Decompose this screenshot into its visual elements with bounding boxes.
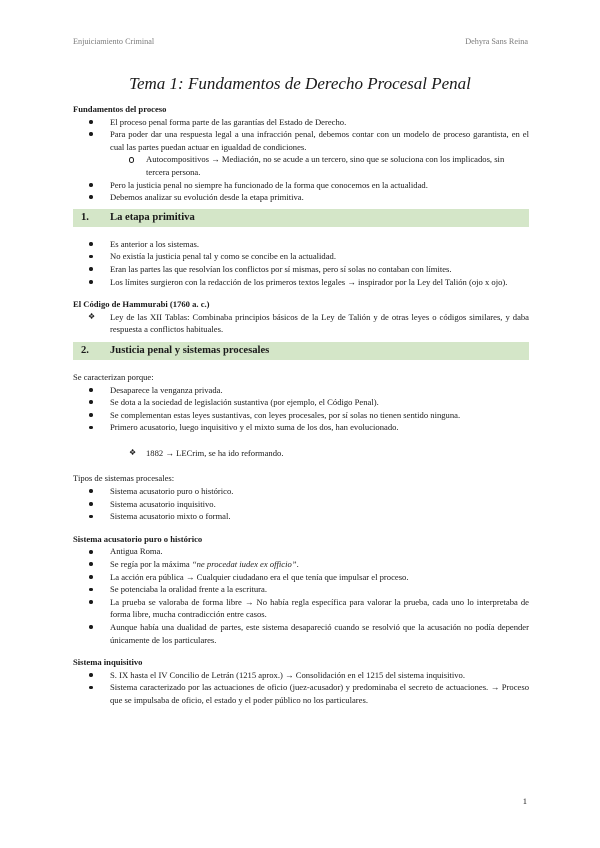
section-1-title: La etapa primitiva bbox=[110, 211, 195, 223]
maxim-quote: “ne procedat iudex ex officio” bbox=[191, 559, 297, 570]
list-item: ❖ Ley de las XII Tablas: Combinaba principios básicos de la Ley de Talión y de otras leyes o códigos similares, y daba respuesta a conflictos habituales. bbox=[73, 311, 529, 336]
document-body bbox=[73, 103, 529, 707]
list-item: Se dota a la sociedad de legislación sustantiva (por ejemplo, el Código Penal). bbox=[73, 396, 529, 409]
hammurabi-list bbox=[73, 311, 529, 336]
section-2-intro: Se caracterizan porque: bbox=[73, 371, 154, 382]
fundamentos-list bbox=[73, 116, 529, 154]
list-item: Autocompositivos → Mediación, no se acude a un tercero, sino que se soluciona con los implicados, sin tercera persona. bbox=[73, 153, 529, 178]
fundamentos-heading: Fundamentos del proceso bbox=[73, 104, 167, 114]
tipos-list bbox=[73, 485, 529, 523]
inquisitivo-list bbox=[73, 669, 529, 707]
maxim-suffix: . bbox=[296, 559, 299, 570]
list-item: Antigua Roma. bbox=[73, 545, 529, 558]
inquisitivo-heading: Sistema inquisitivo bbox=[73, 657, 143, 668]
section-2-number: 2. bbox=[81, 344, 89, 356]
list-item: Es anterior a los sistemas. bbox=[73, 238, 529, 251]
list-item: Primero acusatorio, luego inquisitivo y el mixto suma de los dos, han evolucionado. bbox=[73, 421, 529, 434]
section-1-heading bbox=[73, 209, 529, 227]
list-item bbox=[73, 558, 529, 571]
list-item: Pero la justicia penal no siempre ha funcionado de la forma que conocemos en la actualidad. bbox=[73, 179, 529, 192]
list-item: Sistema caracterizado por las actuaciones de oficio (juez-acusador) y predominaba el secreto de actuaciones. → Proceso que se impulsaba de oficio, el estado y el poder público no los particulares. bbox=[73, 681, 529, 706]
header-left: Enjuiciamiento Criminal bbox=[73, 37, 155, 46]
list-item: S. IX hasta el IV Concilio de Letrán (1215 aprox.) → Consolidación en el 1215 del sistema inquisitivo. bbox=[73, 669, 529, 682]
maxim-prefix: Se regía por la máxima bbox=[110, 559, 192, 570]
list-item: Eran las partes las que resolvían los conflictos por sí mismas, pero sí solas no contaban con límites. bbox=[73, 263, 529, 276]
list-item: Para poder dar una respuesta legal a una infracción penal, debemos contar con un modelo de proceso garantista, en el cual las partes puedan actuar en igualdad de condiciones. bbox=[73, 128, 529, 153]
fundamentos-list-2 bbox=[73, 179, 529, 204]
acusatorio-list bbox=[73, 545, 529, 646]
section-2-heading bbox=[73, 342, 529, 360]
list-item: La acción era pública → Cualquier ciudadano era el que tenía que impulsar el proceso. bbox=[73, 571, 529, 584]
list-item: Sistema acusatorio inquisitivo. bbox=[73, 498, 529, 511]
section-1-list bbox=[73, 238, 529, 288]
list-item: Aunque había una dualidad de partes, este sistema desapareció cuando se resolvió que la acusación no podía depender únicamente de los particulares. bbox=[73, 621, 529, 646]
document-title: Tema 1: Fundamentos de Derecho Procesal Penal bbox=[129, 74, 471, 93]
section-2-list bbox=[73, 384, 529, 434]
list-item: Desaparece la venganza privada. bbox=[73, 384, 529, 397]
page-number: 1 bbox=[522, 796, 527, 806]
list-item: Debemos analizar su evolución desde la etapa primitiva. bbox=[73, 191, 529, 204]
list-item: El proceso penal forma parte de las garantías del Estado de Derecho. bbox=[73, 116, 529, 129]
tipos-intro: Tipos de sistemas procesales: bbox=[73, 473, 175, 484]
list-item: Los límites surgieron con la redacción de los primeros textos legales → inspirador por la Ley del Talión (ojo x ojo). bbox=[73, 276, 529, 289]
list-item: Sistema acusatorio mixto o formal. bbox=[73, 510, 529, 523]
list-item: No existía la justicia penal tal y como se concibe en la actualidad. bbox=[73, 250, 529, 263]
section-1-number: 1. bbox=[81, 211, 89, 223]
list-item: Se potenciaba la oralidad frente a la escritura. bbox=[73, 583, 529, 596]
list-item: ❖ 1882 → LECrim, se ha ido reformando. bbox=[73, 447, 529, 460]
acusatorio-heading: Sistema acusatorio puro o histórico bbox=[73, 533, 203, 544]
lecrim-list bbox=[73, 447, 529, 460]
header-right: Dehyra Sans Reina bbox=[465, 37, 528, 46]
fundamentos-sublist bbox=[73, 153, 529, 178]
list-item: La prueba se valoraba de forma libre → No había regla específica para valorar la prueba, cada uno lo interpretaba de forma libre, mucha contradicción entre casos. bbox=[73, 596, 529, 621]
section-2-title: Justicia penal y sistemas procesales bbox=[110, 344, 270, 356]
list-item: Se complementan estas leyes sustantivas, con leyes procesales, por sí solas no tienen sentido ninguna. bbox=[73, 409, 529, 422]
list-item: Sistema acusatorio puro o histórico. bbox=[73, 485, 529, 498]
hammurabi-heading: El Código de Hammurabi (1760 a. c.) bbox=[73, 299, 210, 310]
